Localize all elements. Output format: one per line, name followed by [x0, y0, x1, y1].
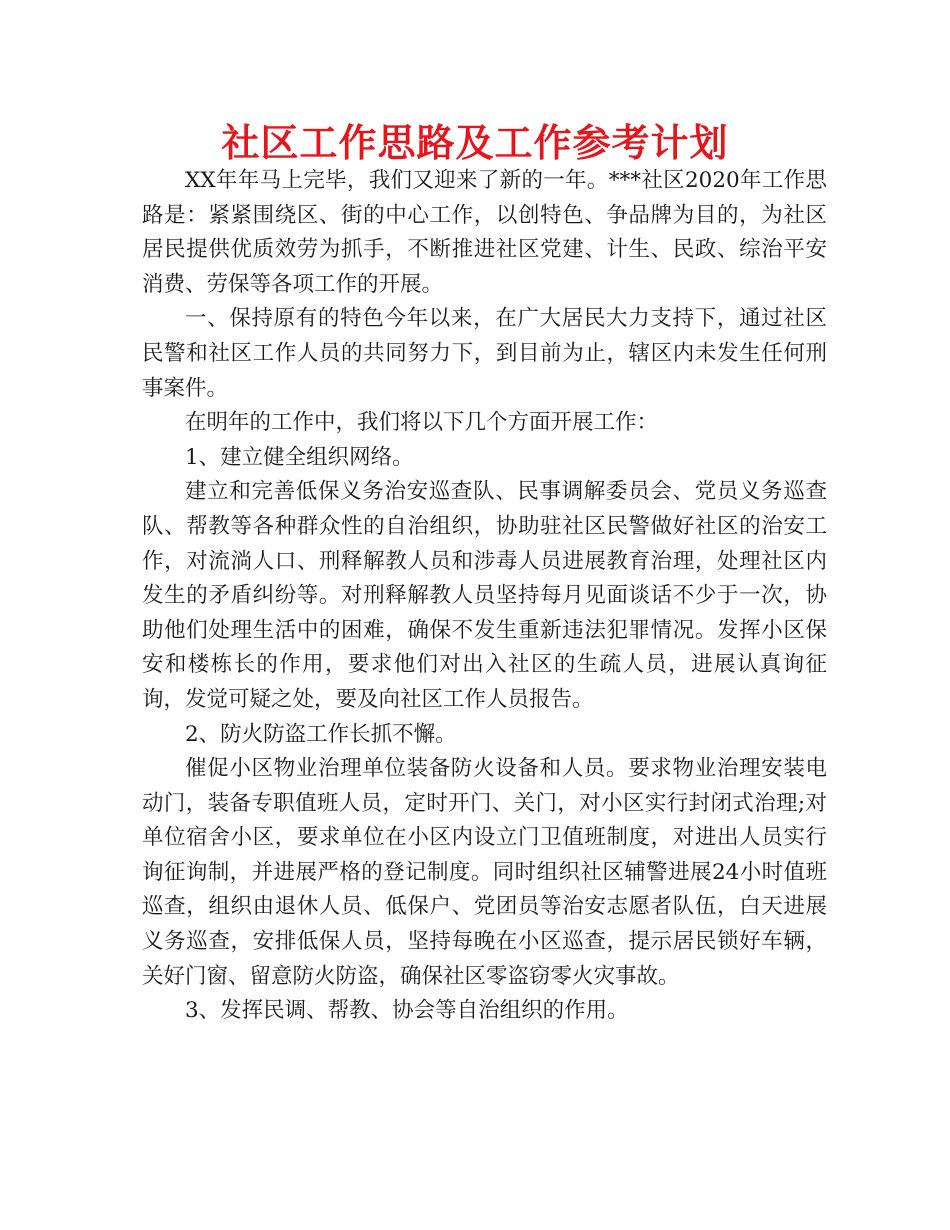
document-body — [142, 164, 827, 1029]
paragraph-intro: XX年年马上完毕，我们又迎来了新的一年。***社区2020年工作思路是：紧紧围绕区、街的中心工作，以创特色、争品牌为目的，为社区居民提供优质效劳为抓手，不断推进社区党建、计生、民政、综治平安消费、劳保等各项工作的开展。 — [142, 168, 827, 297]
paragraph-item-2-heading: 2、防火防盗工作长抓不懈。 — [185, 721, 457, 747]
document-title: 社区工作思路及工作参考计划 — [221, 121, 729, 165]
paragraph-item-1-heading: 1、建立健全组织网络。 — [185, 444, 414, 470]
paragraph-plan-intro: 在明年的工作中，我们将以下几个方面开展工作： — [185, 410, 659, 436]
paragraph-item-3-heading: 3、发挥民调、帮教、协会等自治组织的作用。 — [185, 998, 629, 1024]
paragraph-item-1-body: 建立和完善低保义务治安巡查队、民事调解委员会、党员义务巡查队、帮教等各种群众性的自治组织，协助驻社区民警做好社区的治安工作，对流淌人口、刑释解教人员和涉毒人员进展教育治理，处理社区内发生的矛盾纠纷等。对刑释解教人员坚持每月见面谈话不少于一次，协助他们处理生活中的困难，确保不发生重新违法犯罪情况。发挥小区保安和楼栋长的作用，要求他们对出入社区的生疏人员，进展认真询征询，发觉可疑之处，要及向社区工作人员报告。 — [142, 479, 827, 712]
paragraph-item-2-body: 催促小区物业治理单位装备防火设备和人员。要求物业治理安装电动门，装备专职值班人员，定时开门、关门，对小区实行封闭式治理;对单位宿舍小区，要求单位在小区内设立门卫值班制度，对进出人员实行询征询制，并进展严格的登记制度。同时组织社区辅警进展24小时值班巡查，组织由退休人员、低保户、党团员等治安志愿者队伍，白天进展义务巡查，安排低保人员，坚持每晚在小区巡查，提示居民锁好车辆，关好门窗、留意防火防盗，确保社区零盗窃零火灾事故。 — [142, 756, 827, 989]
paragraph-section-one: 一、保持原有的特色今年以来，在广大居民大力支持下，通过社区民警和社区工作人员的共同努力下，到目前为止，辖区内未发生任何刑事案件。 — [142, 306, 827, 401]
